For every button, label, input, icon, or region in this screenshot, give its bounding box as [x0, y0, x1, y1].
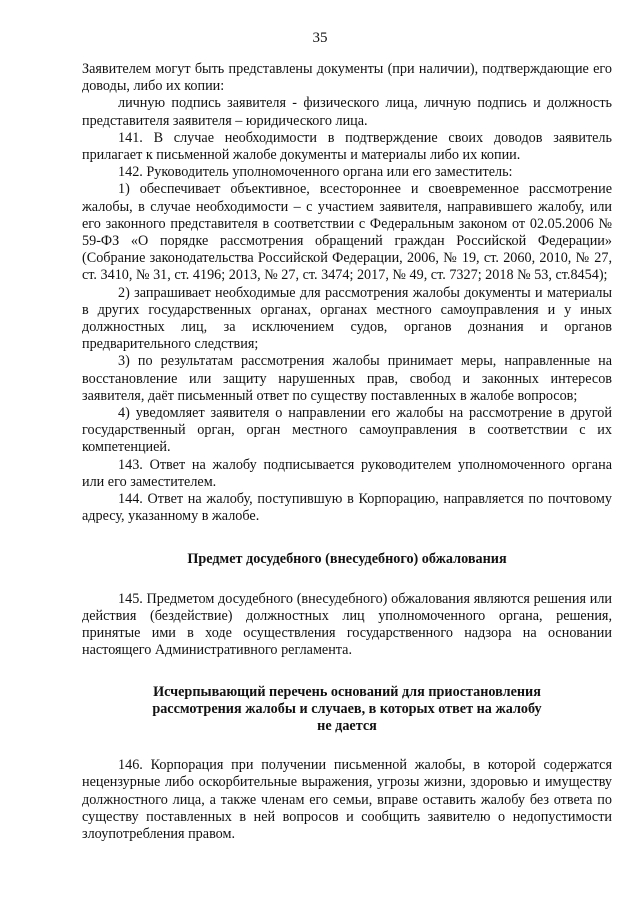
list-item-142-3: 3) по результатам рассмотрения жалобы принимает меры, направленные на восстановление или защиту нарушенных прав, свобод и законных интересов заявителя, даёт письменный ответ по существу поставленных в жалобе вопросов; [82, 353, 612, 404]
paragraph-145: 145. Предметом досудебного (внесудебного) обжалования являются решения или действия (бездействие) должностных лиц уполномоченного органа, решения, принятые ими в ходе осуществления государственного надзора на основании настоящего Административного регламента. [82, 590, 612, 659]
heading-line: Исчерпывающий перечень оснований для приостановления [153, 683, 541, 700]
paragraph-documents-intro: Заявителем могут быть представлены документы (при наличии), подтверждающие его доводы, либо их копии: [82, 61, 612, 95]
document-body [82, 61, 612, 843]
list-item-142-2: 2) запрашивает необходимые для рассмотрения жалобы документы и материалы в других государственных органах, органах местного самоуправления и у иных должностных лиц, за исключением судов, органов дознания и органов предварительного следствия; [82, 284, 612, 353]
list-item-142-4: 4) уведомляет заявителя о направлении его жалобы на рассмотрение в другой государственный орган, орган местного самоуправления в соответствии с их компетенцией. [82, 405, 612, 456]
paragraph-146: 146. Корпорация при получении письменной жалобы, в которой содержатся нецензурные либо оскорбительные выражения, угрозы жизни, здоровью и имуществу должностного лица, а также членам его семьи, вправе оставить жалобу без ответа по существу поставленных в ней вопросов и сообщить заявителю о недопустимости злоупотребления правом. [82, 757, 612, 842]
page-number: 35 [312, 30, 328, 46]
paragraph-signature: личную подпись заявителя - физического лица, личную подпись и должность представителя заявителя – юридического лица. [82, 95, 612, 129]
heading-line: рассмотрения жалобы и случаев, в которых ответ на жалобу [152, 700, 542, 717]
heading-line: не дается [317, 717, 377, 734]
list-item-142-1: 1) обеспечивает объективное, всестороннее и своевременное рассмотрение жалобы, в случае необходимости – с участием заявителя, направившего жалобу, или его законного представителя в соответствии с Федеральным законом от 02.05.2006 № 59-ФЗ «О порядке рассмотрения обращений граждан Российской Федерации» (Собрание законодательства Российской Федерации, 2006, № 19, ст. 2060, 2010, № 27, ст. 3410, № 31, ст. 4196; 2013, № 27, ст. 3474; 2017, № 49, ст. 7327; 2018 № 53, ст.8454); [82, 181, 612, 284]
section-heading-suspension-grounds [82, 684, 612, 736]
section-heading-appeal-subject: Предмет досудебного (внесудебного) обжалования [187, 551, 507, 568]
paragraph-144: 144. Ответ на жалобу, поступившую в Корпорацию, направляется по почтовому адресу, указанному в жалобе. [82, 491, 612, 525]
paragraph-142: 142. Руководитель уполномоченного органа или его заместитель: [118, 164, 513, 181]
paragraph-143: 143. Ответ на жалобу подписывается руководителем уполномоченного органа или его заместителем. [82, 456, 612, 490]
paragraph-141: 141. В случае необходимости в подтверждение своих доводов заявитель прилагает к письменной жалобе документы и материалы либо их копии. [82, 129, 612, 164]
